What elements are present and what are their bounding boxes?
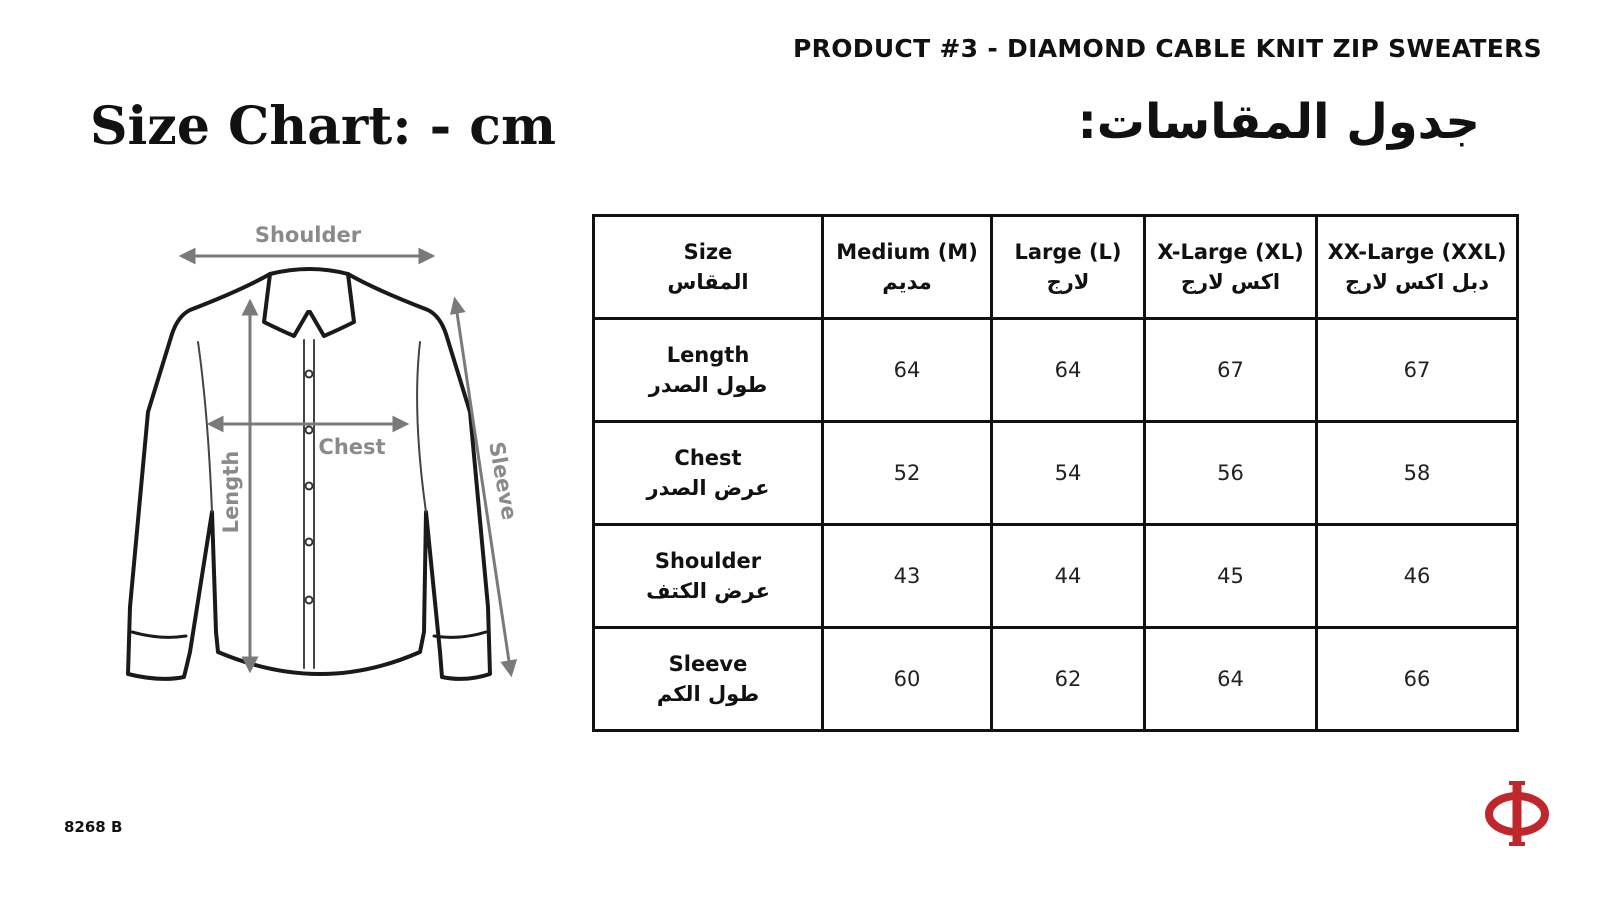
table-row-shoulder	[594, 525, 1518, 628]
table-cell: 54	[992, 422, 1145, 525]
table-cell: 44	[992, 525, 1145, 628]
document-code: 8268 B	[64, 818, 123, 836]
table-cell: 60	[823, 628, 992, 731]
table-cell: 58	[1317, 422, 1518, 525]
table-row-chest	[594, 422, 1518, 525]
shirt-outline-icon	[128, 269, 490, 679]
phi-logo-icon	[1482, 778, 1552, 848]
table-row-length	[594, 319, 1518, 422]
table-cell: 52	[823, 422, 992, 525]
table-cell: 64	[992, 319, 1145, 422]
table-row-sleeve	[594, 628, 1518, 731]
row-label-sleeve: Sleeve طول الكم	[594, 628, 823, 731]
sleeve-label: Sleeve	[484, 439, 522, 522]
size-chart-title-arabic: جدول المقاسات:	[1077, 94, 1480, 150]
table-cell: 66	[1317, 628, 1518, 731]
header-cell-large: Large (L) لارج	[992, 216, 1145, 319]
table-cell: 64	[1145, 628, 1317, 731]
table-cell: 67	[1145, 319, 1317, 422]
header-cell-size: Size المقاس	[594, 216, 823, 319]
table-cell: 56	[1145, 422, 1317, 525]
shoulder-label: Shoulder	[254, 223, 362, 247]
button-icons	[306, 371, 313, 604]
row-label-chest: Chest عرض الصدر	[594, 422, 823, 525]
header-cell-medium: Medium (M) مديم	[823, 216, 992, 319]
table-cell: 64	[823, 319, 992, 422]
header-cell-x-large: X-Large (XL) اكس لارج	[1145, 216, 1317, 319]
row-label-length: Length طول الصدر	[594, 319, 823, 422]
chest-label: Chest	[318, 435, 386, 459]
product-title: PRODUCT #3 - DIAMOND CABLE KNIT ZIP SWEATERS	[793, 34, 1542, 63]
table-cell: 46	[1317, 525, 1518, 628]
table-cell: 43	[823, 525, 992, 628]
row-label-shoulder: Shoulder عرض الكتف	[594, 525, 823, 628]
table-cell: 45	[1145, 525, 1317, 628]
table-header-row	[594, 216, 1518, 319]
table-cell: 67	[1317, 319, 1518, 422]
size-chart-title: Size Chart: - cm	[90, 96, 556, 157]
length-label: Length	[219, 450, 243, 534]
size-chart-table	[592, 214, 1519, 732]
table-cell: 62	[992, 628, 1145, 731]
shirt-measurement-diagram	[120, 212, 540, 712]
header-cell-xx-large: XX-Large (XXL) دبل اكس لارج	[1317, 216, 1518, 319]
